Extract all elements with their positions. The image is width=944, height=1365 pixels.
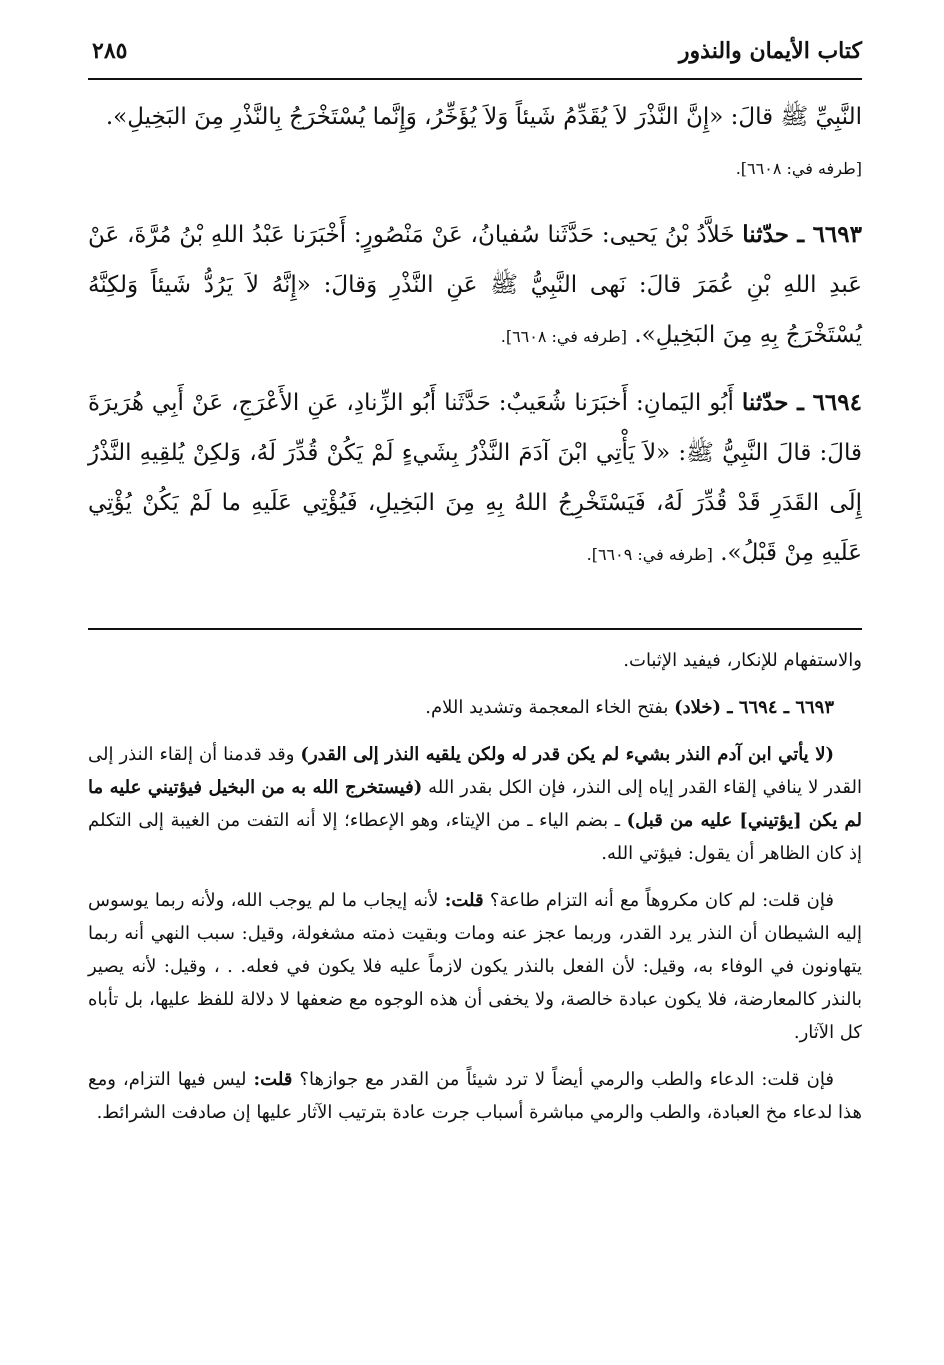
note-text: ليس فيها التزام، ومع هذا لدعاء مخ العبادة، والطب والرمي مباشرة أسباب جرت عادة بترتيب الآثار عليها إن صادفت الشرائط.: [88, 1069, 862, 1123]
note-answer-label: قلت:: [253, 1069, 293, 1090]
book-title: كتاب الأيمان والنذور: [678, 38, 862, 64]
note-text: لأنه إيجاب ما لم يوجب الله، ولأنه ربما يوسوس إليه الشيطان أن النذر يرد القدر، وربما عجز عنه ومات وبقيت ذمته مشغولة، وقيل: سبب النهي أنه ربما يتهاونون في الوفاء به، وقيل: لأن الفعل بالنذر يكون لازماً عليه فلا يكون في فعله. . ، وقيل: لأنه يصير بالنذر كالمعارضة، فلا يكون عبادة خالصة، ولا يخفى أن هذه الوجوه مع ضعفها لا دلالة للفظ عليها، بل تأباه كل الآثار.: [88, 890, 862, 1043]
note-answer-label: قلت:: [444, 890, 484, 911]
note-text: والاستفهام للإنكار، فيفيد الإثبات.: [623, 650, 862, 671]
note-paragraph: [88, 1063, 862, 1129]
hadith-paragraph: [88, 92, 862, 194]
note-text: فإن قلت: لم كان مكروهاً مع أنه التزام طاعة؟: [489, 890, 834, 911]
note-paragraph: [88, 691, 862, 724]
hadith-paragraph: [88, 210, 862, 362]
note-paragraph: [88, 884, 862, 1049]
hadith-text: [88, 92, 862, 596]
cross-reference: [طرفه في: ٦٦٠٨].: [735, 159, 862, 178]
note-quote: (فيستخرج الله به من البخيل فيؤتيني عليه ما لم يكن [يؤتيني] عليه من قبل): [88, 777, 862, 831]
cross-reference: [طرفه في: ٦٦٠٩].: [586, 545, 713, 564]
page-number: ٢٨٥: [92, 38, 128, 64]
hadith-paragraph: [88, 378, 862, 580]
note-paragraph: [88, 738, 862, 870]
note-quote: (لا يأتي ابن آدم النذر بشيء لم يكن قدر له ولكن يلقيه النذر إلى القدر): [300, 744, 834, 765]
note-heading: ٦٦٩٣ ـ ٦٦٩٤ ـ (خلاد): [674, 697, 834, 718]
page-header: [88, 34, 862, 80]
hadith-text-body: خَلاَّدُ بْنُ يَحيى: حَدَّثَنا سُفيانُ، عَنْ مَنْصُورٍ: أَخْبَرَنا عَبْدُ اللهِ بْنُ مُرَّةَ، عَنْ عَبدِ اللهِ بْنِ عُمَرَ قالَ: نَهى النَّبِيُّ ﷺ عَنِ النَّذْرِ وَقالَ: «إِنَّهُ لاَ يَرُدُّ شَيئاً وَلكِنَّهُ يُسْتَخْرَجُ بِهِ مِنَ البَخِيلِ».: [88, 222, 862, 348]
note-text: وقد قدمنا أن إلقاء النذر إلى القدر لا ينافي إلقاء القدر إياه إلى النذر، فإن الكل بقدر الله: [88, 744, 862, 798]
cross-reference: [طرفه في: ٦٦٠٨].: [500, 327, 628, 346]
footnote-divider: [88, 628, 862, 630]
note-text: ـ بضم الياء ـ من الإيتاء، وهو الإعطاء؛ إلا أنه التفت من الغيبة إلى التكلم إذ كان الظاهر أن يقول: فيؤتي الله.: [88, 810, 862, 864]
hadith-text-body: أَبُو اليَمانِ: أَخبَرَنا شُعَيبٌ: حَدَّثَنا أَبُو الزِّنادِ، عَنِ الأَعْرَجِ، عَنْ أَبِي هُرَيرَةَ قالَ: قالَ النَّبِيُّ ﷺ: «لاَ يَأْتِي ابْنَ آدَمَ النَّذْرُ بِشَيءٍ لَمْ يَكُنْ قُدِّرَ لَهُ، وَلكِنْ يُلقِيهِ النَّذْرُ إِلَى القَدَرِ قَدْ قُدِّرَ لَهُ، فَيَسْتَخْرِجُ اللهُ بِهِ مِنَ البَخِيلِ، فَيُؤْتِي عَلَيهِ ما لَمْ يَكُنْ يُؤْتِي عَلَيهِ مِنْ قَبْلُ».: [88, 390, 862, 566]
commentary-notes: [88, 644, 862, 1143]
note-text: بفتح الخاء المعجمة وتشديد اللام.: [425, 697, 669, 718]
hadith-number: ٦٦٩٣ ـ حدّثنا: [742, 221, 862, 248]
note-text: فإن قلت: الدعاء والطب والرمي أيضاً لا ترد شيئاً من القدر مع جوازها؟: [299, 1069, 834, 1090]
note-paragraph: [88, 644, 862, 677]
hadith-text-body: النَّبِيِّ ﷺ قالَ: «إِنَّ النَّذْرَ لاَ يُقَدِّمُ شَيئاً وَلاَ يُؤَخِّرُ، وَإِنَّما يُسْتَخْرَجُ بِالنَّذْرِ مِنَ البَخِيلِ».: [105, 104, 862, 130]
hadith-number: ٦٦٩٤ ـ حدّثنا: [741, 389, 862, 416]
